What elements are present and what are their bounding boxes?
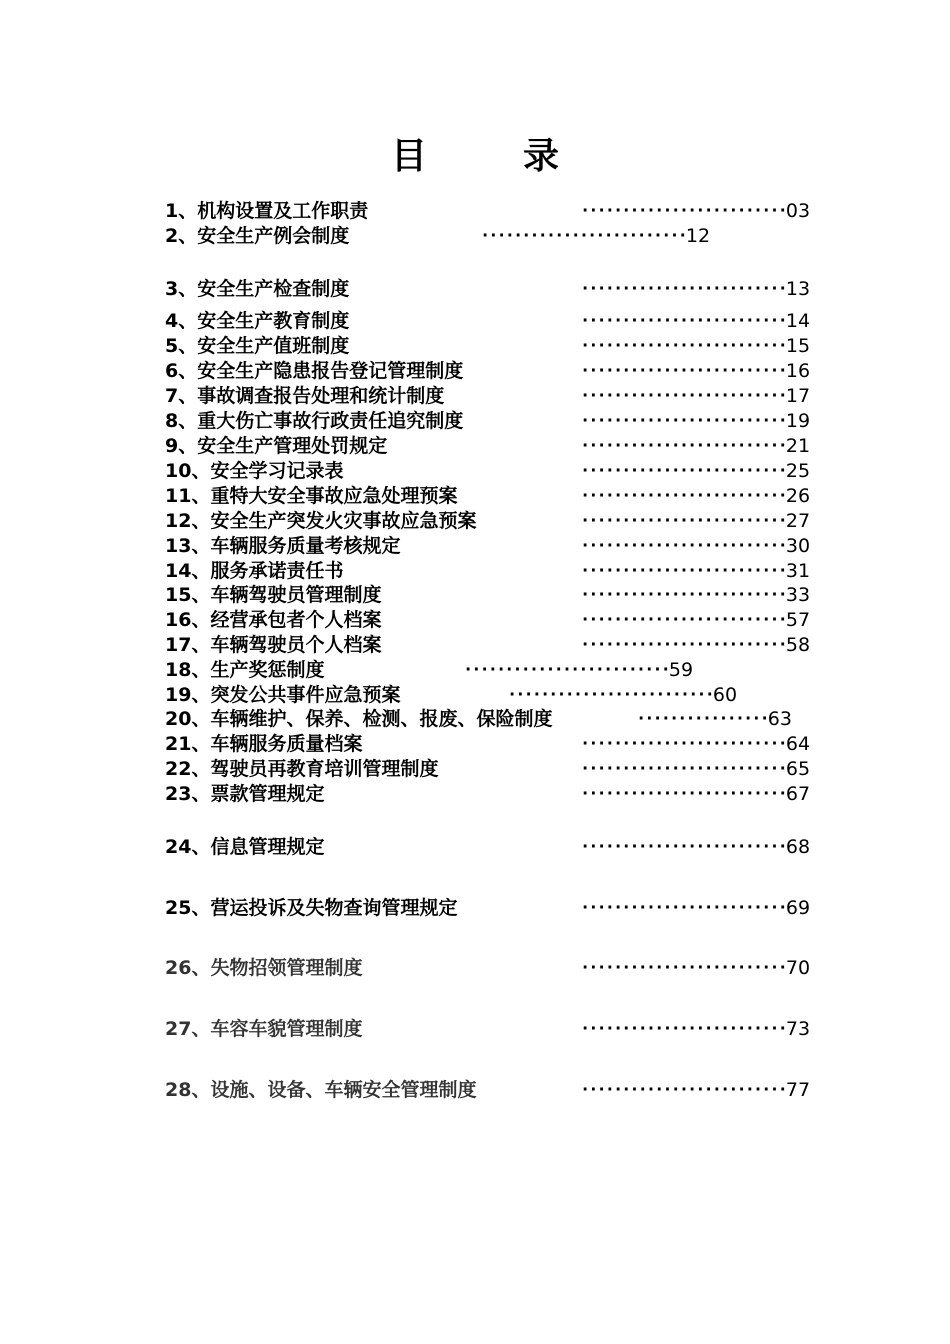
toc-page-number: 27 xyxy=(785,510,811,532)
toc-leader-dots: ························· xyxy=(580,536,786,556)
toc-leader-dots: ························· xyxy=(580,610,786,630)
toc-leader-dots: ························· xyxy=(580,486,786,506)
toc-page-number: 16 xyxy=(785,360,811,382)
toc-entry[interactable] xyxy=(0,277,950,302)
toc-page-number: 64 xyxy=(785,733,811,755)
toc-entry-title: 2、安全生产例会制度 xyxy=(165,225,350,247)
toc-leader-dots: ························· xyxy=(480,226,686,246)
toc-entry-title: 22、驾驶员再教育培训管理制度 xyxy=(165,758,439,780)
toc-entry[interactable] xyxy=(0,459,950,484)
toc-entry[interactable] xyxy=(0,334,950,359)
toc-entry-title: 19、突发公共事件应急预案 xyxy=(165,684,401,706)
toc-entry-title: 10、安全学习记录表 xyxy=(165,460,344,482)
toc-entry-title: 6、安全生产隐患报告登记管理制度 xyxy=(165,360,464,382)
toc-leader-dots: ························· xyxy=(580,759,786,779)
toc-leader-dots: ························· xyxy=(580,436,786,456)
toc-entry[interactable] xyxy=(0,1078,950,1103)
toc-leader-dots: ························· xyxy=(580,386,786,406)
toc-page-number: 63 xyxy=(767,708,792,730)
toc-leader-dots: ························· xyxy=(580,361,786,381)
toc-leader-dots: ························· xyxy=(580,561,786,581)
toc-page-number: 67 xyxy=(785,783,811,805)
toc-leader-dots: ························· xyxy=(580,898,786,918)
toc-entry-title: 21、车辆服务质量档案 xyxy=(165,733,363,755)
toc-entry[interactable] xyxy=(0,409,950,434)
toc-entry-title: 24、信息管理规定 xyxy=(165,836,325,858)
toc-entry[interactable] xyxy=(0,1017,950,1042)
toc-page-number: 21 xyxy=(785,435,811,457)
toc-page-number: 73 xyxy=(785,1018,811,1040)
toc-entry-title: 26、失物招领管理制度 xyxy=(165,957,363,979)
toc-entry-title: 17、车辆驾驶员个人档案 xyxy=(165,634,382,656)
toc-leader-dots: ························· xyxy=(507,685,713,705)
toc-leader-dots: ························· xyxy=(580,635,786,655)
toc-page-number: 60 xyxy=(712,684,738,706)
toc-leader-dots: ················ xyxy=(636,709,768,729)
toc-leader-dots: ························· xyxy=(580,837,786,857)
toc-page-number: 57 xyxy=(785,609,811,631)
toc-entry-title: 14、服务承诺责任书 xyxy=(165,560,344,582)
toc-entry-title: 28、设施、设备、车辆安全管理制度 xyxy=(165,1079,477,1101)
toc-entry-title: 18、生产奖惩制度 xyxy=(165,659,325,681)
toc-entry-title: 23、票款管理规定 xyxy=(165,783,325,805)
toc-entry[interactable] xyxy=(0,359,950,384)
toc-entry-title: 20、车辆维护、保养、检测、报废、保险制度 xyxy=(165,708,553,730)
toc-entry[interactable] xyxy=(0,683,950,708)
toc-entry[interactable] xyxy=(0,484,950,509)
toc-page-number: 13 xyxy=(785,278,811,300)
toc-entry[interactable] xyxy=(0,583,950,608)
toc-entry[interactable] xyxy=(0,658,950,683)
toc-page-number: 15 xyxy=(785,335,811,357)
toc-entry[interactable] xyxy=(0,835,950,860)
toc-entry[interactable] xyxy=(0,224,950,249)
toc-leader-dots: ························· xyxy=(580,585,786,605)
toc-page-number: 17 xyxy=(785,385,811,407)
toc-entry[interactable] xyxy=(0,633,950,658)
page-title xyxy=(0,128,950,179)
toc-page-number: 26 xyxy=(785,485,811,507)
toc-page-number: 03 xyxy=(785,200,811,222)
toc-page-number: 14 xyxy=(785,310,811,332)
toc-leader-dots: ························· xyxy=(580,279,786,299)
toc-entry[interactable] xyxy=(0,956,950,981)
toc-entry-title: 7、事故调查报告处理和统计制度 xyxy=(165,385,445,407)
toc-page-number: 70 xyxy=(785,957,811,979)
toc-leader-dots: ························· xyxy=(580,734,786,754)
toc-leader-dots: ························· xyxy=(580,1019,786,1039)
toc-entry-title: 5、安全生产值班制度 xyxy=(165,335,350,357)
toc-leader-dots: ························· xyxy=(580,336,786,356)
toc-entry-title: 8、重大伤亡事故行政责任追究制度 xyxy=(165,410,464,432)
title-char-1: 目 xyxy=(390,136,427,177)
toc-entry-title: 16、经营承包者个人档案 xyxy=(165,609,382,631)
toc-entry-title: 1、机构设置及工作职责 xyxy=(165,200,369,222)
toc-entry[interactable] xyxy=(0,309,950,334)
toc-entry[interactable] xyxy=(0,559,950,584)
toc-entry[interactable] xyxy=(0,384,950,409)
toc-entry[interactable] xyxy=(0,896,950,921)
toc-page-number: 58 xyxy=(785,634,811,656)
toc-entry-title: 11、重特大安全事故应急处理预案 xyxy=(165,485,458,507)
toc-entry[interactable] xyxy=(0,782,950,807)
toc-entry-title: 4、安全生产教育制度 xyxy=(165,310,350,332)
toc-entry[interactable] xyxy=(0,534,950,559)
toc-entry[interactable] xyxy=(0,509,950,534)
toc-leader-dots: ························· xyxy=(580,201,786,221)
toc-entry[interactable] xyxy=(0,434,950,459)
toc-entry[interactable] xyxy=(0,199,950,224)
toc-page-number: 19 xyxy=(785,410,811,432)
toc-entry-title: 12、安全生产突发火灾事故应急预案 xyxy=(165,510,477,532)
toc-entry[interactable] xyxy=(0,707,950,732)
toc-page-number: 12 xyxy=(685,225,711,247)
toc-entry-title: 25、营运投诉及失物查询管理规定 xyxy=(165,897,458,919)
toc-entry-title: 13、车辆服务质量考核规定 xyxy=(165,535,401,557)
toc-page-number: 65 xyxy=(785,758,811,780)
toc-page-number: 30 xyxy=(785,535,811,557)
toc-leader-dots: ························· xyxy=(580,311,786,331)
toc-leader-dots: ························· xyxy=(580,784,786,804)
toc-entry-title: 15、车辆驾驶员管理制度 xyxy=(165,584,382,606)
toc-entry[interactable] xyxy=(0,757,950,782)
title-char-2: 录 xyxy=(523,136,560,177)
toc-page-number: 77 xyxy=(785,1079,811,1101)
toc-leader-dots: ························· xyxy=(580,958,786,978)
toc-page-number: 33 xyxy=(785,584,811,606)
toc-leader-dots: ························· xyxy=(580,411,786,431)
toc-leader-dots: ························· xyxy=(463,660,669,680)
toc-page-number: 59 xyxy=(668,659,694,681)
toc-entry-title: 9、安全生产管理处罚规定 xyxy=(165,435,388,457)
toc-page-number: 31 xyxy=(785,560,811,582)
toc-leader-dots: ························· xyxy=(580,461,786,481)
toc-page-number: 68 xyxy=(785,836,811,858)
toc-entry[interactable] xyxy=(0,732,950,757)
toc-entry-title: 3、安全生产检查制度 xyxy=(165,278,350,300)
toc-page-number: 25 xyxy=(785,460,811,482)
toc-page-number: 69 xyxy=(785,897,811,919)
toc-entry-title: 27、车容车貌管理制度 xyxy=(165,1018,363,1040)
toc-leader-dots: ························· xyxy=(580,1080,786,1100)
toc-leader-dots: ························· xyxy=(580,511,786,531)
toc-entry[interactable] xyxy=(0,608,950,633)
